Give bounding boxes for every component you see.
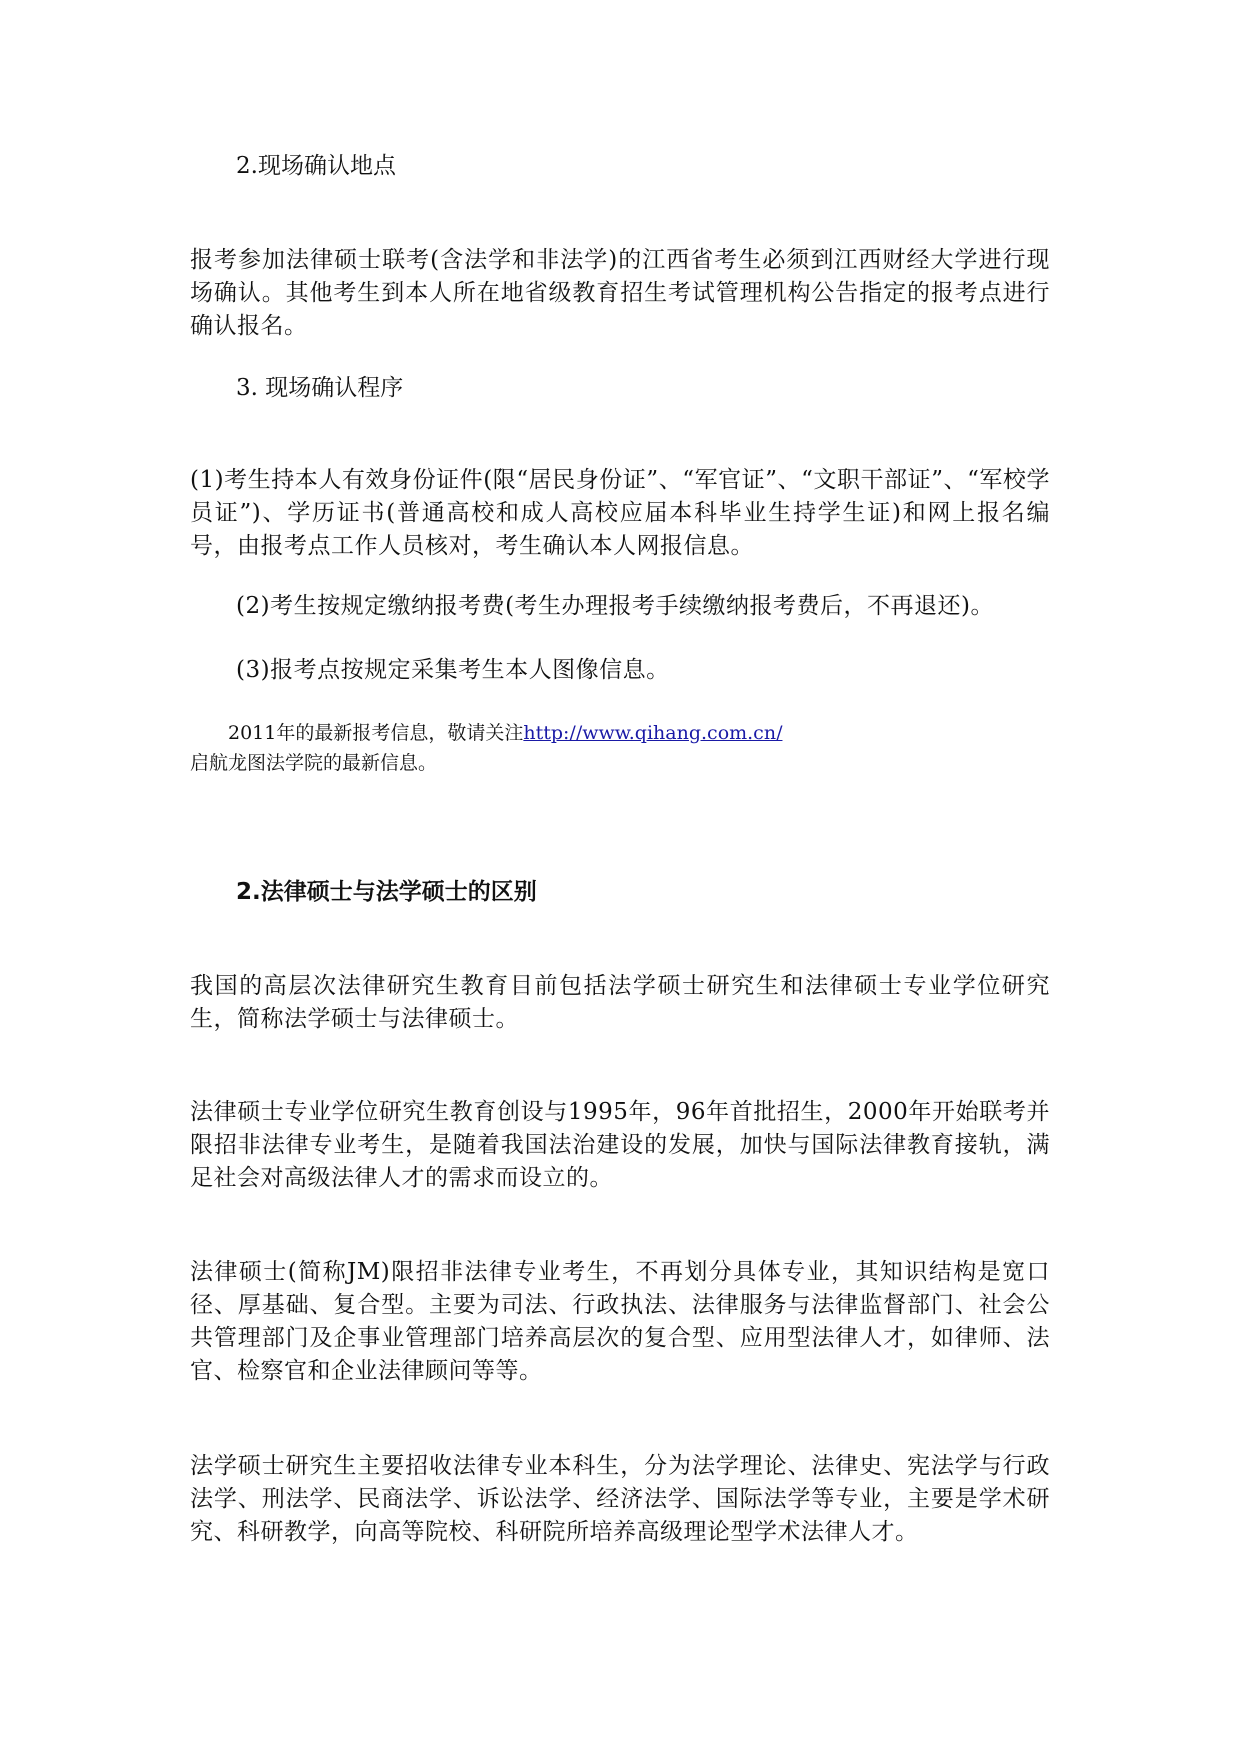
notice-text: 2011年的最新报考信息，敬请关注 <box>228 722 524 744</box>
heading-confirmation-site: 2.现场确认地点 <box>236 153 396 179</box>
notice-line-2: 启航龙图法学院的最新信息。 <box>190 752 438 774</box>
paragraph-confirmation-site: 报考参加法律硕士联考(含法学和非法学)的江西省考生必须到江西财经大学进行现场确认。其他考生到本人所在地省级教育招生考试管理机构公告指定的报考点进行确认报名。 <box>190 247 1050 339</box>
notice-block <box>190 718 1050 778</box>
paragraph-jm-description: 法律硕士(简称JM)限招非法律专业考生，不再划分具体专业，其知识结构是宽口径、厚基础、复合型。主要为司法、行政执法、法律服务与法律监督部门、社会公共管理部门及企事业管理部门培养高层次的复合型、应用型法律人才，如律师、法官、检察官和企业法律顾问等等。 <box>190 1259 1050 1384</box>
heading-jm-vs-llm-difference: 2.法律硕士与法学硕士的区别 <box>236 879 537 905</box>
paragraph-difference-intro: 我国的高层次法律研究生教育目前包括法学硕士研究生和法律硕士专业学位研究生，简称法学硕士与法律硕士。 <box>190 973 1050 1032</box>
paragraph-llm-description: 法学硕士研究生主要招收法律专业本科生，分为法学理论、法律史、宪法学与行政法学、刑法学、民商法学、诉讼法学、经济法学、国际法学等专业，主要是学术研究、科研教学，向高等院校、科研院所培养高级理论型学术法律人才。 <box>190 1453 1050 1545</box>
qihang-website-link[interactable]: http://www.qihang.com.cn/ <box>523 722 783 744</box>
paragraph-procedure-step-1: (1)考生持本人有效身份证件(限“居民身份证”、“军官证”、“文职干部证”、“军校学员证”)、学历证书(普通高校和成人高校应届本科毕业生持学生证)和网上报名编号，由报考点工作人员核对，考生确认本人网报信息。 <box>190 467 1050 559</box>
heading-confirmation-procedure: 3. 现场确认程序 <box>236 375 404 401</box>
paragraph-procedure-step-2: (2)考生按规定缴纳报考费(考生办理报考手续缴纳报考费后，不再退还)。 <box>236 593 995 619</box>
paragraph-procedure-step-3: (3)报考点按规定采集考生本人图像信息。 <box>236 657 670 683</box>
paragraph-jm-history: 法律硕士专业学位研究生教育创设与1995年，96年首批招生，2000年开始联考并限招非法律专业考生，是随着我国法治建设的发展，加快与国际法律教育接轨，满足社会对高级法律人才的需求而设立的。 <box>190 1099 1050 1191</box>
notice-line-1 <box>190 718 1050 748</box>
